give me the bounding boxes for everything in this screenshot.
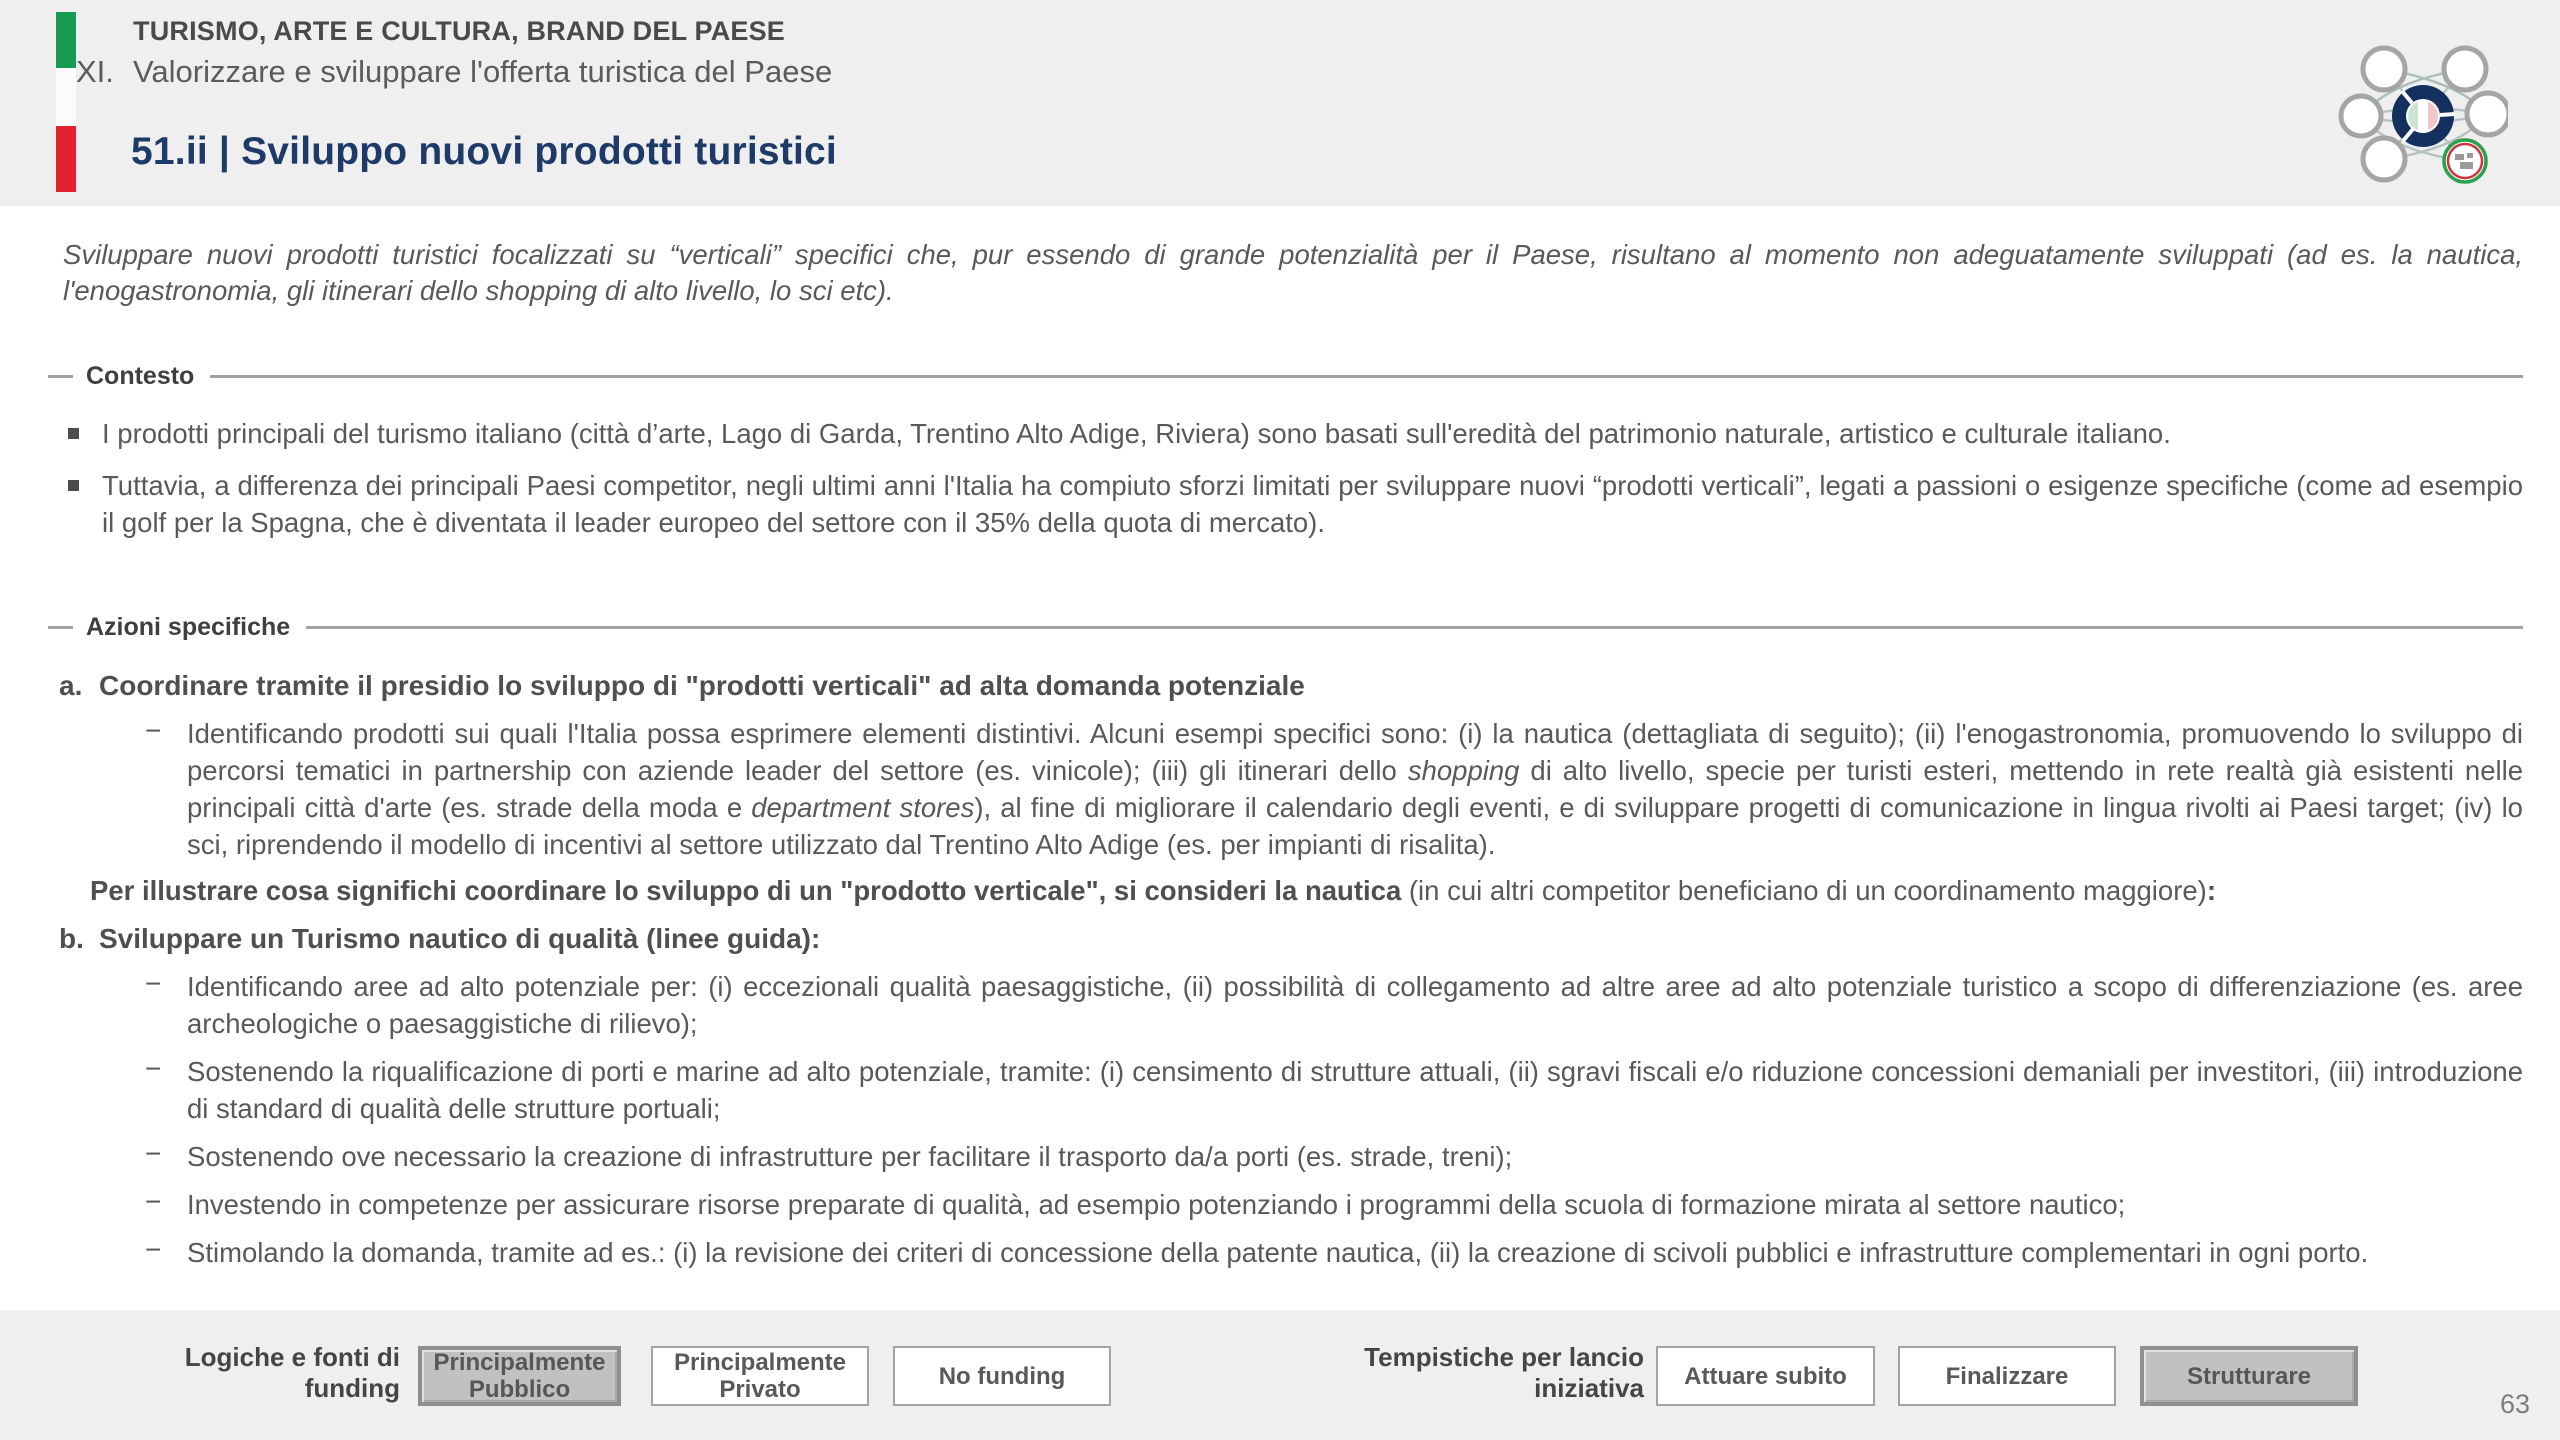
chapter-number: XI. [76, 54, 114, 89]
square-bullet-icon [68, 467, 102, 541]
item-heading: Coordinare tramite il presidio lo sviluppo di "prodotti verticali" ad alta domanda potenziale [99, 670, 1305, 701]
list-item: Tuttavia, a differenza dei principali Paesi competitor, negli ultimi anni l'Italia ha compiuto sforzi limitati per sviluppare nuovi “prodotti verticali”, legati a passioni o esigenze specifiche (come ad esempio il golf per la Spagna, che è diventata il leader europeo del settore con il 35% della quota di mercato). [63, 467, 2523, 541]
list-item: − Sostenendo ove necessario la creazione di infrastrutture per facilitare il trasporto da/a porti (es. strade, treni); [145, 1138, 2523, 1175]
section-category: TURISMO, ARTE E CULTURA, BRAND DEL PAESE [133, 16, 786, 46]
footer-band [0, 1310, 2560, 1440]
page-number: 63 [2499, 1389, 2530, 1419]
list-item: − Stimolando la domanda, tramite ad es.: (i) la revisione dei criteri di concessione della patente nautica, (ii) la creazione di scivoli pubblici e infrastrutture complementari in ogni porto. [145, 1234, 2523, 1271]
chapter-title: Valorizzare e sviluppare l'offerta turistica del Paese [133, 54, 833, 89]
funding-option-principalmente-pubblico[interactable]: Principalmente Pubblico [418, 1346, 621, 1406]
azioni-divider [48, 613, 2523, 642]
dash-bullet-icon: − [145, 1186, 162, 1217]
contesto-bullets [63, 415, 2523, 541]
action-item-a [59, 668, 2523, 704]
funding-option-no-funding[interactable]: No funding [893, 1346, 1111, 1406]
contesto-label: Contesto [86, 362, 195, 390]
item-letter: b. [59, 923, 84, 954]
timing-option-finalizzare[interactable]: Finalizzare [1898, 1346, 2116, 1406]
timing-label: Tempistiche per lancio iniziativa [1364, 1342, 1644, 1403]
funding-option-principalmente-privato[interactable]: Principalmente Privato [651, 1346, 869, 1406]
square-bullet-icon [68, 415, 102, 452]
item-heading: Sviluppare un Turismo nautico di qualità (linee guida): [99, 923, 821, 954]
funding-label: Logiche e fonti di funding [184, 1342, 400, 1403]
content-area [59, 206, 2524, 1271]
timing-option-strutturare[interactable]: Strutturare [2140, 1346, 2358, 1406]
list-item: − Identificando aree ad alto potenziale per: (i) eccezionali qualità paesaggistiche, (ii) possibilità di collegamento ad altre aree ad alto potenziale turistico a scopo di differenziazione (es. aree archeologiche o paesaggistiche di rilievo); [145, 968, 2523, 1042]
bridge-paragraph: Per illustrare cosa significhi coordinare lo sviluppo di un "prodotto verticale", si consideri la nautica (in cui altri competitor beneficiano di un coordinamento maggiore): [90, 875, 2216, 906]
intro-paragraph: Sviluppare nuovi prodotti turistici focalizzati su “verticali” specifici che, pur essendo di grande potenzialità per il Paese, risultano al momento non adeguatamente sviluppati (ad es. la nautica, l'enogastronomia, gli itinerari dello shopping di alto livello, lo sci etc). [63, 239, 2523, 306]
item-letter: a. [59, 670, 83, 701]
list-item: − Investendo in competenze per assicurare risorse preparate di qualità, ad esempio potenziando i programmi della scuola di formazione mirata al settore nautico; [145, 1186, 2523, 1223]
list-item: I prodotti principali del turismo italiano (città d’arte, Lago di Garda, Trentino Alto Adige, Riviera) sono basati sull'eredità del patrimonio naturale, artistico e culturale italiano. [63, 415, 2523, 452]
dash-bullet-icon: − [145, 968, 162, 999]
list-item: − Identificando prodotti sui quali l'Italia possa esprimere elementi distintivi. Alcuni esempi specifici sono: (i) la nautica (dettagliata di seguito); (ii) l'enogastronomia, promuovendo lo sviluppo di percorsi tematici in partnership con aziende leader del settore (es. vinicole); (iii) gli itinerari dello shopping di alto livello, specie per turisti esteri, mettendo in rete realtà già esistenti nelle principali città d'arte (es. strade della moda e department stores), al fine di migliorare il calendario degli eventi, e di sviluppare progetti di comunicazione in lingua rivolti ai Paesi target; (iv) lo sci, riprendendo il modello di incentivi al settore utilizzato dal Trentino Alto Adige (es. per impianti di risalita). [145, 715, 2523, 863]
list-item: − Sostenendo la riqualificazione di porti e marine ad alto potenziale, tramite: (i) censimento di strutture attuali, (ii) sgravi fiscali e/o riduzione concessioni demaniali per investitori, (iii) introduzione di standard di qualità delle strutture portuali; [145, 1053, 2523, 1127]
dash-bullet-icon: − [145, 1138, 162, 1169]
dash-bullet-icon: − [145, 715, 162, 746]
azioni-label: Azioni specifiche [86, 613, 291, 641]
dash-bullet-icon: − [145, 1234, 162, 1265]
dash-bullet-icon: − [145, 1053, 162, 1084]
header-band [0, 0, 2560, 206]
timing-option-attuare-subito[interactable]: Attuare subito [1656, 1346, 1875, 1406]
contesto-divider [48, 362, 2523, 391]
chapter-line [76, 54, 832, 90]
network-italy-logo-icon [2336, 24, 2508, 184]
action-item-b [59, 921, 2523, 957]
page-title: 51.ii | Sviluppo nuovi prodotti turistici [131, 130, 837, 173]
italian-flag-bar-icon [56, 12, 76, 192]
